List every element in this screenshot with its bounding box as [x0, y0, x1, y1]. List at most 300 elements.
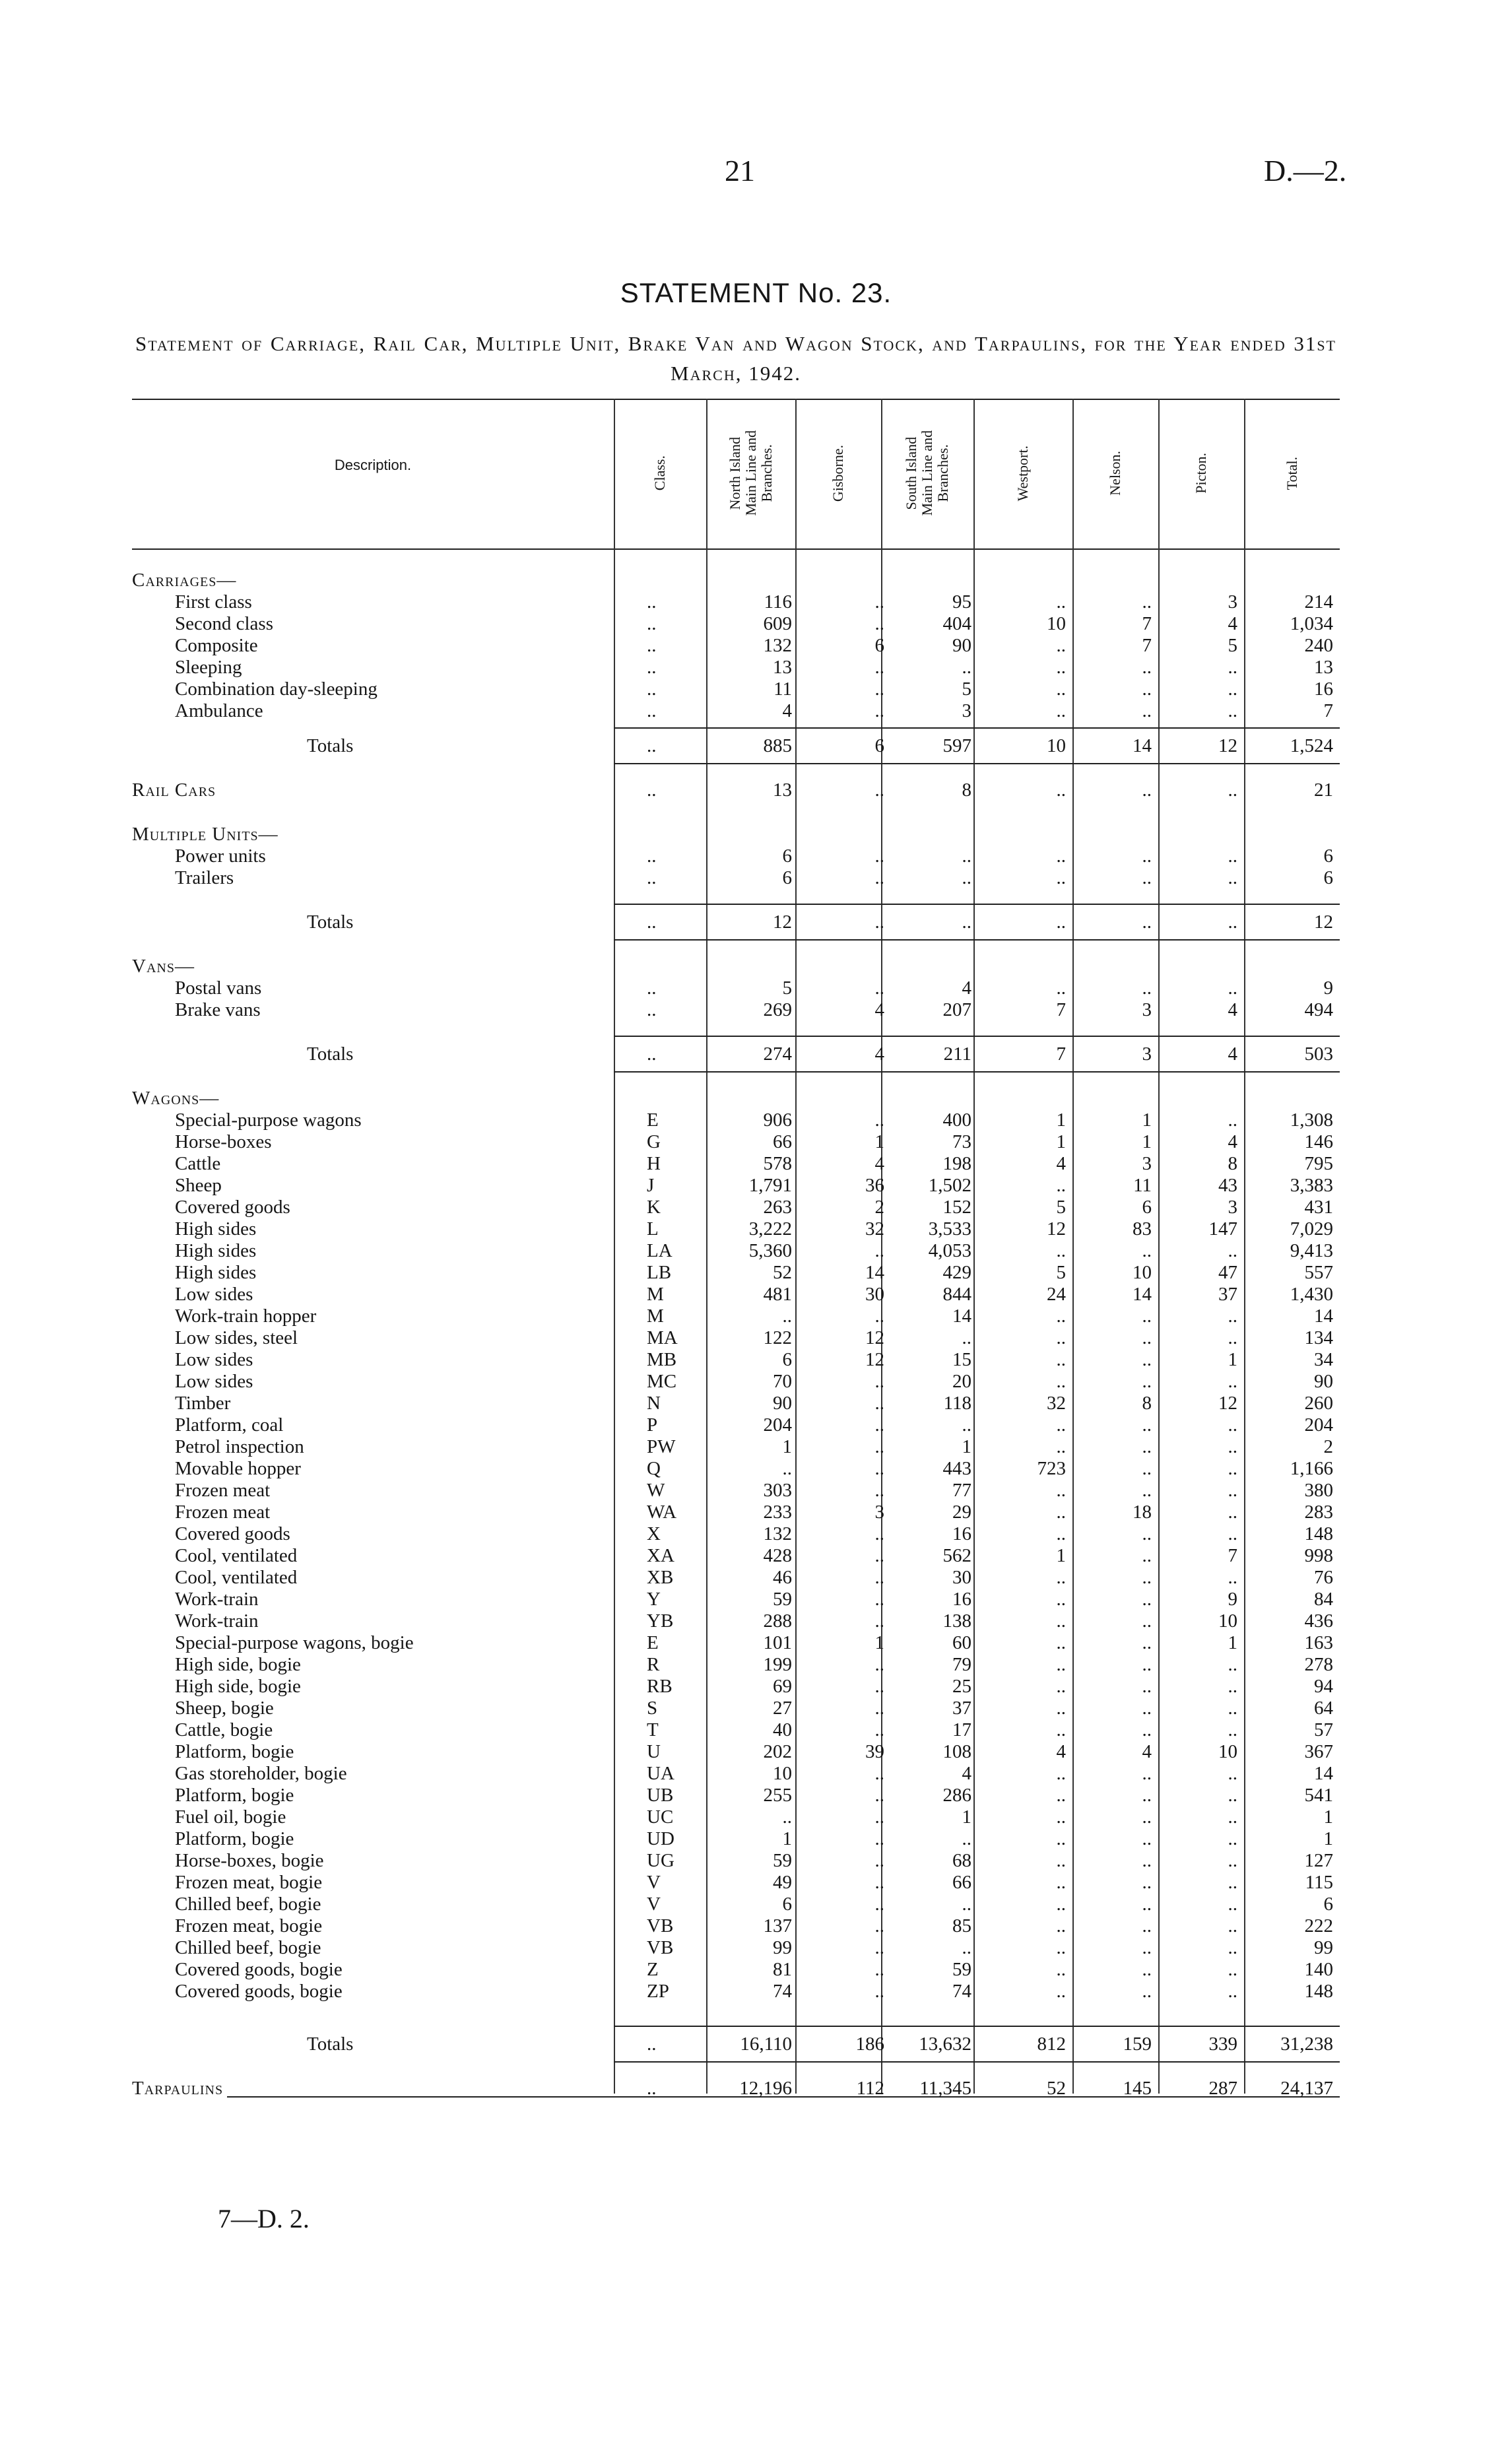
gis-cell: ..	[874, 1567, 884, 1588]
gis-cell: ..	[874, 1894, 884, 1915]
si-cell: 4	[962, 1763, 971, 1784]
tot-cell: 134	[1304, 1327, 1333, 1348]
tot-cell: 9,413	[1290, 1240, 1333, 1261]
ni-cell: 202	[763, 1741, 792, 1762]
si-cell: 198	[942, 1153, 971, 1174]
class-cell: UG	[647, 1850, 674, 1871]
class-cell: M	[647, 1284, 664, 1305]
column-header-westport: Westport.	[1014, 445, 1031, 502]
statement-subtitle: Statement of Carriage, Rail Car, Multiple Unit, Brake Van and Wagon Stock, and Tarpaulins, for the Year ended 31st March, 1942.	[135, 332, 1336, 385]
si-cell: ..	[962, 657, 971, 678]
si-cell: 3	[962, 700, 971, 721]
nel-cell: 7	[1142, 635, 1152, 656]
tot-cell: 7,029	[1290, 1218, 1333, 1240]
pic-cell: 339	[1208, 2034, 1237, 2055]
ni-cell: 70	[773, 1371, 792, 1392]
tot-cell: 1,308	[1290, 1109, 1333, 1131]
gis-cell: 6	[874, 735, 884, 756]
tot-cell: 148	[1304, 1523, 1333, 1544]
totals-rule	[614, 727, 1340, 729]
ni-cell: 74	[773, 1981, 792, 2002]
tot-cell: 204	[1304, 1414, 1333, 1436]
si-cell: 79	[952, 1654, 971, 1675]
si-cell: ..	[962, 845, 971, 867]
ni-cell: 49	[773, 1872, 792, 1893]
totals-rule	[614, 1071, 1340, 1073]
nel-cell: ..	[1142, 1915, 1152, 1936]
wp-cell: ..	[1056, 779, 1066, 801]
table-row	[132, 1610, 1340, 1632]
table-row	[132, 999, 1340, 1021]
row-description: Movable hopper	[175, 1458, 305, 1480]
class-cell: LA	[647, 1240, 673, 1261]
gis-cell: ..	[874, 1523, 884, 1544]
tot-cell: 278	[1304, 1654, 1333, 1675]
wp-cell: ..	[1056, 1959, 1066, 1980]
totals-rule	[614, 1036, 1340, 1037]
nel-cell: 3	[1142, 1153, 1152, 1174]
ni-cell: 5,360	[748, 1240, 792, 1261]
table-row	[132, 635, 1340, 657]
wp-cell: ..	[1056, 1480, 1066, 1501]
ni-cell: ..	[782, 1458, 792, 1479]
nel-cell: ..	[1142, 1349, 1152, 1370]
class-cell: UD	[647, 1828, 674, 1849]
pic-cell: ..	[1228, 700, 1237, 721]
row-description: Special-purpose wagons, bogie	[175, 1632, 418, 1654]
pic-cell: ..	[1228, 1763, 1237, 1784]
totals-row	[132, 911, 1340, 933]
gis-cell: ..	[874, 700, 884, 721]
si-cell: 211	[943, 1043, 971, 1065]
tot-cell: 260	[1304, 1393, 1333, 1414]
row-description: Rail Cars	[132, 779, 220, 801]
totals-rule	[614, 763, 1340, 764]
row-description: Platform, bogie	[175, 1785, 298, 1806]
nel-cell: ..	[1142, 1806, 1152, 1828]
wp-cell: ..	[1056, 867, 1066, 888]
table-row	[132, 1523, 1340, 1545]
table-row	[132, 1284, 1340, 1306]
si-cell: 207	[942, 999, 971, 1020]
class-cell: V	[647, 1894, 661, 1915]
nel-cell: 18	[1133, 1502, 1152, 1523]
table-row	[132, 1850, 1340, 1872]
row-description: High side, bogie	[175, 1654, 305, 1676]
si-cell: 4,053	[928, 1240, 971, 1261]
class-cell: G	[647, 1131, 661, 1152]
section-heading: Carriages—	[132, 570, 237, 591]
wp-cell: 1	[1056, 1109, 1066, 1131]
gis-cell: ..	[874, 1480, 884, 1501]
gis-cell: ..	[874, 845, 884, 867]
nel-cell: ..	[1142, 1676, 1152, 1697]
row-description: Cattle	[175, 1153, 224, 1175]
si-cell: 443	[942, 1458, 971, 1479]
table-row	[132, 1480, 1340, 1502]
class-cell: LB	[647, 1262, 672, 1283]
ni-cell: 27	[773, 1698, 792, 1719]
nel-cell: ..	[1142, 700, 1152, 721]
wp-cell: ..	[1056, 1523, 1066, 1544]
ni-cell: 906	[763, 1109, 792, 1131]
ni-cell: 13	[773, 657, 792, 678]
wp-cell: ..	[1056, 1414, 1066, 1436]
wp-cell: 12	[1047, 1218, 1066, 1240]
table-row	[132, 1719, 1340, 1741]
pic-cell: ..	[1228, 1959, 1237, 1980]
nel-cell: 8	[1142, 1393, 1152, 1414]
class-cell: MB	[647, 1349, 677, 1370]
column-header-north-island: North Island Main Line and Branches.	[726, 430, 775, 516]
class-cell: N	[647, 1393, 661, 1414]
gis-cell: ..	[874, 867, 884, 888]
nel-cell: ..	[1142, 1371, 1152, 1392]
class-cell: J	[647, 1175, 655, 1196]
nel-cell: 83	[1133, 1218, 1152, 1240]
nel-cell: ..	[1142, 1828, 1152, 1849]
tot-cell: 9	[1323, 977, 1333, 999]
gis-cell: ..	[874, 591, 884, 612]
ni-cell: 255	[763, 1785, 792, 1806]
si-cell: 844	[942, 1284, 971, 1305]
wp-cell: ..	[1056, 657, 1066, 678]
wp-cell: ..	[1056, 1589, 1066, 1610]
nel-cell: ..	[1142, 1480, 1152, 1501]
gis-cell: ..	[874, 1981, 884, 2002]
tot-cell: 1,034	[1290, 613, 1333, 634]
si-cell: 108	[942, 1741, 971, 1762]
ni-cell: 481	[763, 1284, 792, 1305]
nel-cell: ..	[1142, 1763, 1152, 1784]
ni-cell: 3,222	[748, 1218, 792, 1240]
row-description: High side, bogie	[175, 1676, 305, 1698]
tot-cell: 214	[1304, 591, 1333, 612]
gis-cell: ..	[874, 1414, 884, 1436]
class-cell: ..	[647, 678, 657, 700]
tot-cell: 431	[1304, 1197, 1333, 1218]
wp-cell: ..	[1056, 1785, 1066, 1806]
totals-row	[132, 1043, 1340, 1065]
nel-cell: ..	[1142, 1240, 1152, 1261]
table-row	[132, 1806, 1340, 1828]
nel-cell: 10	[1133, 1262, 1152, 1283]
nel-cell: ..	[1142, 1458, 1152, 1479]
table-row	[132, 1959, 1340, 1981]
ni-cell: 12	[773, 911, 792, 933]
row-description: Work-train	[175, 1589, 263, 1610]
row-description: Cool, ventilated	[175, 1567, 301, 1589]
row-description: Covered goods, bogie	[175, 1981, 346, 2002]
class-cell: PW	[647, 1436, 676, 1457]
si-cell: 60	[952, 1632, 971, 1653]
wp-cell: ..	[1056, 911, 1066, 933]
wp-cell: ..	[1056, 1806, 1066, 1828]
nel-cell: ..	[1142, 1632, 1152, 1653]
si-cell: 30	[952, 1567, 971, 1588]
table-row	[132, 591, 1340, 613]
class-cell: E	[647, 1109, 659, 1131]
page-number: 21	[725, 154, 755, 187]
pic-cell: 1	[1228, 1632, 1237, 1653]
gis-cell: 12	[865, 1349, 884, 1370]
nel-cell: ..	[1142, 1698, 1152, 1719]
nel-cell: ..	[1142, 1719, 1152, 1740]
row-description: Power units	[175, 845, 270, 867]
ni-cell: 12,196	[739, 2078, 792, 2099]
row-description: Low sides	[175, 1349, 257, 1371]
pic-cell: ..	[1228, 1109, 1237, 1131]
table-row	[132, 1632, 1340, 1654]
nel-cell: ..	[1142, 657, 1152, 678]
row-description: Horse-boxes	[175, 1131, 276, 1153]
nel-cell: 14	[1133, 1284, 1152, 1305]
ni-cell: 1	[782, 1828, 792, 1849]
class-cell: ..	[647, 779, 657, 801]
wp-cell: ..	[1056, 1567, 1066, 1588]
ni-cell: 1	[782, 1436, 792, 1457]
tot-cell: 1,166	[1290, 1458, 1333, 1479]
tot-cell: 21	[1314, 779, 1333, 801]
row-description: Cattle, bogie	[175, 1719, 277, 1741]
gis-cell: 3	[874, 1502, 884, 1523]
tot-cell: 90	[1314, 1371, 1333, 1392]
column-header-south-island: South Island Main Line and Branches.	[903, 430, 951, 516]
pic-cell: ..	[1228, 845, 1237, 867]
gis-cell: ..	[874, 977, 884, 999]
pic-cell: 4	[1228, 613, 1237, 634]
tot-cell: 1,430	[1290, 1284, 1333, 1305]
gis-cell: ..	[874, 1719, 884, 1740]
ni-cell: 11	[773, 678, 792, 700]
gis-cell: ..	[874, 1698, 884, 1719]
gis-cell: 12	[865, 1327, 884, 1348]
wp-cell: 812	[1037, 2034, 1066, 2055]
pic-cell: ..	[1228, 1785, 1237, 1806]
nel-cell: 3	[1142, 999, 1152, 1020]
gis-cell: ..	[874, 1828, 884, 1849]
class-cell: ..	[647, 700, 657, 721]
si-cell: ..	[962, 1828, 971, 1849]
tot-cell: 84	[1314, 1589, 1333, 1610]
si-cell: 4	[962, 977, 971, 999]
ni-cell: 99	[773, 1937, 792, 1958]
ni-cell: 609	[763, 613, 792, 634]
class-cell: ..	[647, 911, 657, 933]
class-cell: XA	[647, 1545, 674, 1566]
pic-cell: ..	[1228, 1698, 1237, 1719]
nel-cell: ..	[1142, 1414, 1152, 1436]
wp-cell: 723	[1037, 1458, 1066, 1479]
section-heading-row	[132, 956, 1340, 977]
tot-cell: 6	[1323, 1894, 1333, 1915]
si-cell: ..	[962, 1894, 971, 1915]
tot-cell: 148	[1304, 1981, 1333, 2002]
column-header-class: Class.	[651, 455, 668, 491]
class-cell: L	[647, 1218, 659, 1240]
tot-cell: 283	[1304, 1502, 1333, 1523]
class-cell: M	[647, 1306, 664, 1327]
gis-cell: 4	[874, 1043, 884, 1065]
wp-cell: ..	[1056, 1632, 1066, 1653]
tot-cell: 436	[1304, 1610, 1333, 1632]
gis-cell: ..	[874, 1676, 884, 1697]
wp-cell: ..	[1056, 635, 1066, 656]
row-description: Totals	[307, 911, 357, 933]
si-cell: 37	[952, 1698, 971, 1719]
row-description: High sides	[175, 1240, 260, 1262]
totals-row	[132, 2034, 1340, 2055]
gis-cell: 32	[865, 1218, 884, 1240]
ni-cell: 10	[773, 1763, 792, 1784]
wp-cell: ..	[1056, 1240, 1066, 1261]
class-cell: V	[647, 1872, 661, 1893]
gis-cell: 14	[865, 1262, 884, 1283]
column-header-total: Total.	[1283, 456, 1300, 490]
section-heading-row	[132, 570, 1340, 591]
tot-cell: 1,524	[1290, 735, 1333, 756]
tot-cell: 24,137	[1280, 2078, 1333, 2099]
gis-cell: ..	[874, 911, 884, 933]
tot-cell: 557	[1304, 1262, 1333, 1283]
nel-cell: ..	[1142, 1959, 1152, 1980]
ni-cell: 6	[782, 1349, 792, 1370]
nel-cell: ..	[1142, 678, 1152, 700]
si-cell: 429	[942, 1262, 971, 1283]
table-row	[132, 1393, 1340, 1414]
nel-cell: ..	[1142, 1610, 1152, 1632]
ni-cell: ..	[782, 1806, 792, 1828]
class-cell: H	[647, 1153, 661, 1174]
si-cell: ..	[962, 1327, 971, 1348]
si-cell: ..	[962, 911, 971, 933]
class-cell: ..	[647, 635, 657, 656]
table-row	[132, 1828, 1340, 1850]
tot-cell: 163	[1304, 1632, 1333, 1653]
si-cell: 118	[943, 1393, 971, 1414]
table-row	[132, 1698, 1340, 1719]
ni-cell: 46	[773, 1567, 792, 1588]
table-row	[132, 1218, 1340, 1240]
tot-cell: 94	[1314, 1676, 1333, 1697]
wp-cell: ..	[1056, 1175, 1066, 1196]
pic-cell: ..	[1228, 1937, 1237, 1958]
wp-cell: 7	[1056, 999, 1066, 1020]
ni-cell: 204	[763, 1414, 792, 1436]
row-description: Platform, bogie	[175, 1828, 298, 1850]
gis-cell: 4	[874, 1153, 884, 1174]
tot-cell: 541	[1304, 1785, 1333, 1806]
table-row	[132, 1545, 1340, 1567]
nel-cell: ..	[1142, 1872, 1152, 1893]
row-description: Frozen meat	[175, 1480, 274, 1502]
ni-cell: 69	[773, 1676, 792, 1697]
class-cell: R	[647, 1654, 660, 1675]
row-description: Work-train	[175, 1610, 263, 1632]
pic-cell: ..	[1228, 779, 1237, 801]
wp-cell: ..	[1056, 1894, 1066, 1915]
pic-cell: 4	[1228, 1043, 1237, 1065]
class-cell: Y	[647, 1589, 661, 1610]
si-cell: 400	[942, 1109, 971, 1131]
gis-cell: ..	[874, 1806, 884, 1828]
row-description: Special-purpose wagons	[175, 1109, 366, 1131]
tot-cell: 795	[1304, 1153, 1333, 1174]
wp-cell: 32	[1047, 1393, 1066, 1414]
class-cell: U	[647, 1741, 661, 1762]
row-description: Sleeping	[175, 657, 246, 678]
si-cell: 16	[952, 1589, 971, 1610]
class-cell: K	[647, 1197, 661, 1218]
wp-cell: 10	[1047, 613, 1066, 634]
gis-cell: ..	[874, 779, 884, 801]
gis-cell: ..	[874, 1109, 884, 1131]
wp-cell: ..	[1056, 1502, 1066, 1523]
table-row	[132, 867, 1340, 889]
gis-cell: ..	[874, 1393, 884, 1414]
si-cell: 138	[942, 1610, 971, 1632]
si-cell: 152	[942, 1197, 971, 1218]
ni-cell: 59	[773, 1589, 792, 1610]
tot-cell: 503	[1304, 1043, 1333, 1065]
row-description: Sheep, bogie	[175, 1698, 278, 1719]
totals-rule	[614, 904, 1340, 905]
row-description: High sides	[175, 1218, 260, 1240]
ni-cell: 16,110	[740, 2034, 792, 2055]
table-row	[132, 977, 1340, 999]
row-description: First class	[175, 591, 256, 613]
tot-cell: 12	[1314, 911, 1333, 933]
statement-title: STATEMENT No. 23.	[620, 277, 892, 308]
si-cell: 68	[952, 1850, 971, 1871]
wp-cell: ..	[1056, 678, 1066, 700]
si-cell: 14	[952, 1306, 971, 1327]
ni-cell: 132	[763, 1523, 792, 1544]
row-description: Combination day-sleeping	[175, 678, 381, 700]
nel-cell: ..	[1142, 1937, 1152, 1958]
class-cell: MC	[647, 1371, 677, 1392]
class-cell: S	[647, 1698, 658, 1719]
tot-cell: 1	[1323, 1806, 1333, 1828]
pic-cell: 10	[1218, 1610, 1237, 1632]
nel-cell: ..	[1142, 1327, 1152, 1348]
table-row	[132, 1894, 1340, 1915]
table-row	[132, 1589, 1340, 1610]
si-cell: 597	[942, 735, 971, 756]
table-row	[132, 1763, 1340, 1785]
section-heading-row	[132, 824, 1340, 845]
wp-cell: ..	[1056, 1371, 1066, 1392]
gis-cell: ..	[874, 1436, 884, 1457]
ni-cell: 81	[773, 1959, 792, 1980]
table-row	[132, 700, 1340, 722]
row-description: High sides	[175, 1262, 260, 1284]
tot-cell: 6	[1323, 867, 1333, 888]
pic-cell: 287	[1208, 2078, 1237, 2099]
wp-cell: ..	[1056, 1676, 1066, 1697]
class-cell: ZP	[647, 1981, 669, 2002]
pic-cell: ..	[1228, 657, 1237, 678]
column-header-nelson: Nelson.	[1107, 451, 1123, 496]
nel-cell: ..	[1142, 911, 1152, 933]
gis-cell: ..	[874, 1959, 884, 1980]
table-row	[132, 1567, 1340, 1589]
wp-cell: 5	[1056, 1262, 1066, 1283]
gis-cell: ..	[874, 1240, 884, 1261]
pic-cell: 47	[1218, 1262, 1237, 1283]
row-description: Work-train hopper	[175, 1306, 320, 1327]
table-row	[132, 613, 1340, 635]
